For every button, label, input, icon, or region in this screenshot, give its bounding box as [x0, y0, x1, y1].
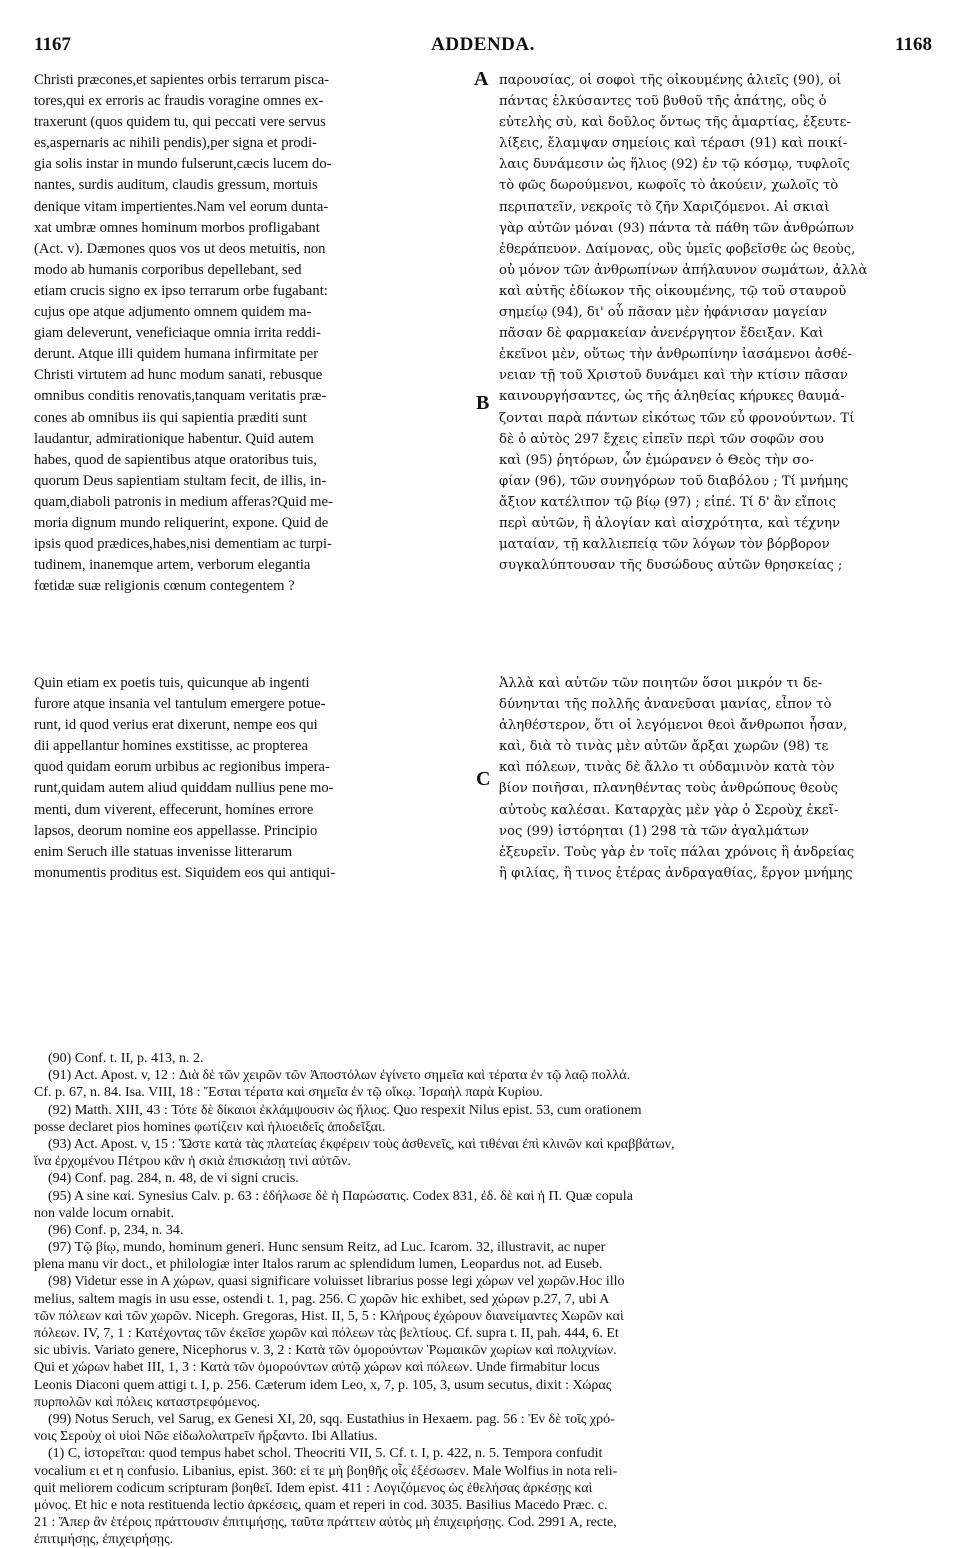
footnote-line: (92) Matth. XIII, 43 : Τότε δὲ δίκαιοι ἐκλάμψουσιν ὡς ἥλιος. Quo respexit Nilus epist. 53, cum orationem	[48, 1102, 642, 1118]
greek-line: καὶ πόλεων, τινὰς δὲ ἄλλο τι οὐδαμινὸν κατὰ τὸν	[499, 760, 835, 776]
latin-line: quorum Deus sapientiam stultam fecit, de illis, in-	[34, 472, 327, 489]
latin-line: nantes, surdis auditum, claudis gressum, mortuis	[34, 177, 318, 194]
greek-line: νος (99) ἱστόρηται (1) 298 τὰ τῶν ἀγαλμάτων	[499, 823, 809, 839]
footnote-line: μόνος. Et hic e nota restituenda lectio ἀρκέσεις, quam et reperi in cod. 3035. Basilius Macedo Præc. c.	[34, 1497, 608, 1513]
footnote-line: (98) Videtur esse in A χώρων, quasi significare voluisset librarius posse legi χώρων vel χωρῶν.Hoc illo	[48, 1274, 625, 1290]
latin-line: modo ab humanis corporibus depellebant, sed	[34, 261, 302, 278]
latin-line: (Act. v). Dæmones quos vos ut deos metuitis, non	[34, 240, 326, 257]
greek-line: σημείῳ (94), δι' οὗ πᾶσαν μὲν ἠφάνισαν μαγείαν	[499, 305, 828, 321]
footnote-line: posse declaret pios homines φωτίζειν καὶ ἡλιοειδεῖς ἀποδεῖξαι.	[34, 1119, 386, 1135]
footnote-line: (97) Τῷ βίῳ, mundo, hominum generi. Hunc sensum Reitz, ad Luc. Icarom. 32, illustravit, ac nuper	[48, 1240, 606, 1256]
latin-line: runt, id quod verius erat dixerunt, nempe eos qui	[34, 717, 318, 734]
greek-column-bottom	[499, 673, 935, 884]
footnote-line: melius, saltem magis in usu esse, ostendi t. 1, pag. 256. C χωρῶν hic exhibet, sed χώρων p.27, 7, ubi A	[34, 1291, 610, 1307]
latin-line: quod quidam eorum urbibus ac regionibus impera-	[34, 759, 330, 776]
greek-line: Ἀλλὰ καὶ αὐτῶν τῶν ποιητῶν ὅσοι μικρόν τι δε-	[499, 676, 823, 691]
latin-line: habes, quod de sapientibus atque oratoribus tuis,	[34, 451, 317, 468]
latin-line: xat umbræ omnes hominum morbos profligabant	[34, 219, 320, 236]
latin-line: laudantur, admirationique habentur. Quid autem	[34, 430, 314, 447]
latin-line: giam deleverunt, veneficiaque omnia irrita reddi-	[34, 325, 321, 342]
greek-line: καινουργήσαντες, ὡς τῆς ἀληθείας κήρυκες θαυμά-	[499, 389, 845, 405]
latin-line: moria dignum mundo reliquerint, expone. Quid de	[34, 514, 329, 531]
latin-line: fœtidæ suæ religionis cœnum contegentem ?	[34, 578, 295, 595]
greek-line: λαις δυνάμεσιν ὡς ἥλιος (92) ἐν τῷ κόσμῳ, τυφλοῖς	[499, 157, 851, 173]
footnote-line: τῶν πόλεων καὶ τῶν χωρῶν. Niceph. Gregoras, Hist. II, 5, 5 : Κλήρους ἐχώρουν διανείμαντες Χωρῶν καὶ	[34, 1308, 624, 1324]
footnote-line: vocalium ει et η confusio. Libanius, epist. 360: εἰ τε μὴ βοηθῆς οἷς ἐξέσωσεν. Male Wolfius in nota reli-	[34, 1463, 618, 1479]
latin-line: tores,qui ex erroris ac fraudis voragine omnes ex-	[34, 93, 324, 110]
latin-line: furore atque insania vel tantulum emergere potue-	[34, 696, 326, 713]
greek-line: βίον ποιῆσαι, πλανηθέντας τοὺς ἀνθρώπους θεοὺς	[499, 781, 839, 797]
latin-line: cones ab omnibus iis qui sapientia præditi sunt	[34, 409, 307, 426]
greek-line: παρουσίας, οἱ σοφοὶ τῆς οἰκουμένης ἁλιεῖς (90), οἱ	[499, 73, 842, 88]
footnote-line: Leonis Diaconi quem attigi t. I, p. 256. Cæterum idem Leo, x, 7, p. 105, 3, usum secutus, dixit : Χώρας	[34, 1377, 612, 1393]
latin-line: lapsos, deorum nomine eos appellasse. Principio	[34, 822, 318, 839]
greek-line: συγκαλύπτουσαν τῆς δυσώδους αὐτῶν θρησκείας ;	[499, 558, 843, 574]
footnote-line: (91) Act. Apost. v, 12 : Διὰ δὲ τῶν χειρῶν τῶν Ἀποστόλων ἐγίνετο σημεῖα καὶ τέρατα ἐν τῷ λαῷ πολλά.	[48, 1068, 631, 1084]
greek-line: ἐθεράπευον. Δαίμονας, οὓς ὑμεῖς φοβεῖσθε ὡς θεοὺς,	[499, 241, 856, 257]
latin-line: cujus ope atque adjumento omnem quidem ma-	[34, 304, 312, 321]
footnote-line: ἐπιτιμήσῃς, ἐπιχειρήσῃς.	[34, 1532, 174, 1548]
footnote-line: 21 : Ἅπερ ἂν ἑτέροις πράττουσιν ἐπιτιμήσῃς, ταῦτα πράττειν αὐτὸς μὴ ἐπιχειρήσῃς. Cod. 2991 A, recte,	[34, 1515, 617, 1531]
latin-line: etiam crucis signo ex ipso terrarum orbe fugabant:	[34, 282, 328, 299]
latin-line: runt,quidam autem aliud quiddam nullius pene mo-	[34, 780, 334, 797]
greek-line: πάντας ἑλκύσαντες τοῦ βυθοῦ τῆς ἀπάτης, οὓς ὁ	[499, 94, 827, 110]
latin-line: Quin etiam ex poetis tuis, quicunque ab ingenti	[34, 675, 310, 691]
greek-line: νειαν τῇ τοῦ Χριστοῦ δυνάμει καὶ τὴν κτίσιν πᾶσαν	[499, 368, 848, 384]
greek-line: οὐ μόνον τῶν ἀνθρωπίνων ἀπήλαυνον σωμάτων, ἀλλὰ	[499, 262, 868, 278]
greek-line: γὰρ αὐτῶν μόναι (93) πάντα τὰ πάθη τῶν ἀνθρώπων	[499, 220, 855, 236]
latin-line: denique vitam impertientes.Nam vel eorum dunta-	[34, 198, 329, 215]
greek-line: ματαίαν, τῇ καλλιεπείᾳ τῶν λόγων τὸν βόρβορον	[499, 537, 830, 553]
greek-line: δύνηνται τῆς πολλῆς ἀνανεῦσαι μανίας, εἶπον τὸ	[499, 697, 832, 713]
latin-line: monumentis proditus est. Siquidem eos qui antiqui-	[34, 864, 336, 881]
greek-line: ἀληθέστερον, ὅτι οἱ λεγόμενοι θεοὶ ἄνθρωποι ἦσαν,	[499, 718, 848, 734]
left-page-number: 1167	[34, 34, 71, 55]
latin-line: quam,diaboli patronis in medium afferas?Quid me-	[34, 493, 333, 510]
footnote-line: Cf. p. 67, n. 84. Isa. VIII, 18 : Ἔσται τέρατα καὶ σημεῖα ἐν τῷ οἴκῳ. Ἰσραὴλ παρὰ Κυρίου.	[34, 1085, 543, 1101]
footnote-line: (99) Notus Seruch, vel Sarug, ex Genesi XI, 20, sqq. Eustathius in Hexaem. pag. 56 : Ἐν δὲ τοῖς χρό-	[48, 1411, 615, 1427]
footnote-line: non valde locum ornabit.	[34, 1205, 174, 1221]
latin-line: tudinem, inanemque artem, verborum elegantia	[34, 557, 311, 574]
greek-line: δὲ ὁ αὐτὸς 297 ἔχεις εἰπεῖν περὶ τῶν σοφῶν σου	[499, 431, 824, 447]
footnote-line: πυρπολῶν καὶ πόλεις καταστρεφόμενος.	[34, 1394, 261, 1410]
margin-letter-c: C	[476, 768, 491, 790]
footnote-line: (90) Conf. t. II, p. 413, n. 2.	[48, 1051, 204, 1066]
margin-letter-a: A	[474, 68, 489, 90]
latin-line: derunt. Atque illi quidem humana infirmitate per	[34, 346, 319, 363]
greek-line: ἐξευρεῖν. Τοὺς γὰρ ἐν τοῖς πάλαι χρόνοις ἢ ἀνδρείας	[499, 844, 855, 860]
footnotes	[34, 1050, 934, 1548]
latin-line: Christi virtutem ad hunc modum sanati, rebusque	[34, 367, 323, 384]
page-header	[34, 34, 932, 60]
footnote-line: πόλεων. IV, 7, 1 : Κατέχοντας τῶν ἐκεῖσε χωρῶν καὶ πόλεων τὰς βελτίους. Cf. supra t. II, pah. 444, 6. Et	[34, 1326, 619, 1341]
latin-column-top	[34, 70, 470, 597]
greek-line: καὶ (95) ῥητόρων, ὧν ἐμώρανεν ὁ Θεὸς τὴν σο-	[499, 452, 814, 468]
greek-line: περιπατεῖν, νεκροῖς τὸ ζῆν Χαριζόμενοι. Αἱ σκιαὶ	[499, 199, 830, 215]
latin-line: gia solis instar in mundo fulserunt,cæcis lucem do-	[34, 156, 332, 173]
greek-line: ἢ φιλίας, ἢ τινος ἑτέρας ἀνδραγαθίας, ἔργον μνήμης	[499, 865, 853, 881]
latin-line: Christi præcones,et sapientes orbis terrarum pisca-	[34, 72, 330, 88]
greek-line: πᾶσαν δὲ φαρμακείαν ἀνενέργητον ἔδειξαν. Καὶ	[499, 326, 824, 342]
greek-line: ζονται παρὰ πάντων εἰκότως τῶν εὖ φρονούντων. Τί	[499, 410, 855, 426]
greek-column-top	[499, 70, 935, 576]
greek-line: περὶ αὐτῶν, ἢ ἀλογίαν καὶ αἰσχρότητα, καὶ τέχνην	[499, 515, 841, 531]
footnote-line: (1) C, ἱστορεῖται: quod tempus habet schol. Theocriti VII, 5. Cf. t. I, p. 422, n. 5. Tempora confudit	[48, 1446, 603, 1462]
latin-line: traxerunt (quos quidem tu, qui peccati vere servus	[34, 114, 326, 131]
footnote-line: ἵνα ἐρχομένου Πέτρου κἂν ἡ σκιὰ ἐπισκιάσῃ τινὶ αὐτῶν.	[34, 1154, 351, 1170]
running-title: ADDENDA.	[431, 34, 535, 55]
greek-line: ἐκεῖνοι μὲν, οὕτως τὴν ἀνθρωπίνην ἰασάμενοι ἀσθέ-	[499, 347, 852, 363]
footnote-line: (96) Conf. p, 234, n. 34.	[48, 1222, 184, 1238]
greek-line: ἄξιον κατέλιπον τῷ βίῳ (97) ; εἰπέ. Τί δ' ἂν εἴποις	[499, 494, 837, 510]
latin-line: dii appellantur homines exstitisse, ac propterea	[34, 738, 308, 755]
footnote-line: (95) A sine καί. Synesius Calv. p. 63 : ἐδήλωσε δὲ ἡ Παρώσατις. Codex 831, ἐδ. δὲ καὶ ἡ Π. Quæ copula	[48, 1188, 633, 1204]
footnote-line: plena manu vir doct., et philologiæ inter Italos rarum ac splendidum lumen, Leopardus not. ad Euseb.	[34, 1257, 603, 1273]
footnote-line: (94) Conf. pag. 284, n. 48, de vi signi crucis.	[48, 1171, 299, 1187]
footnote-line: Qui et χώρων habet III, 1, 3 : Κατὰ τῶν ὁμορούντων αὐτῷ χώρων καὶ πόλεων. Unde firmabitur locus	[34, 1360, 600, 1376]
margin-letter-b: B	[476, 392, 490, 414]
greek-line: λίξεις, ἔλαμψαν σημείοις καὶ τέρασι (91) καὶ ποικί-	[499, 136, 848, 152]
latin-line: es,aspernaris ac nihili pendis),per signa et prodi-	[34, 135, 317, 152]
latin-line: ipsis quod prædices,habes,nisi dementiam ac turpi-	[34, 536, 332, 553]
footnote-line: quit meliorem codicum scripturam βοηθεῖ. Idem epist. 411 : Λογιζόμενος ὡς ἐθελήσας ἀρκέσῃς καὶ	[34, 1480, 593, 1496]
greek-line: φίαν (96), τῶν συνηγόρων τοῦ διαβόλου ; Τί μνήμης	[499, 473, 849, 489]
footnote-line: sic ubivis. Variato genere, Nicephorus v. 3, 2 : Κατὰ τῶν ὁμορούντων Ῥωμαικῶν χωρίων καὶ πολιχνίων.	[34, 1343, 617, 1359]
right-page-number: 1168	[895, 34, 932, 55]
latin-line: enim Seruch ille statuas invenisse litterarum	[34, 843, 293, 860]
greek-line: τὸ φῶς δωρούμενοι, κωφοῖς τὸ ἀκούειν, χωλοῖς τὸ	[499, 178, 839, 194]
latin-column-bottom	[34, 673, 470, 884]
greek-line: καὶ, διὰ τὸ τινὰς μὲν αὐτῶν ἄρξαι χωρῶν (98) τε	[499, 739, 829, 755]
latin-line: menti, dum viverent, effecerunt, homines errore	[34, 801, 314, 818]
greek-line: καὶ αὐτῆς ἐδίωκον τῆς οἰκουμένης, τῷ τοῦ σταυροῦ	[499, 283, 847, 299]
footnote-line: (93) Act. Apost. v, 15 : Ὥστε κατὰ τὰς πλατείας ἐκφέρειν τοὺς ἀσθενεῖς, καὶ τιθέναι ἐπὶ κλινῶν καὶ κραββάτων,	[48, 1136, 675, 1152]
latin-line: omnibus conditis renovatis,tanquam veritatis præ-	[34, 388, 327, 405]
footnote-line: νοις Σεροὺχ οἱ υἱοὶ Νῶε εἰδωλολατρεῖν ἤρξαντο. Ibi Allatius.	[34, 1429, 378, 1445]
greek-line: εὐτελὴς σὺ, καὶ δοῦλος ὄντως τῆς ἁμαρτίας, ἐξευτε-	[499, 115, 851, 131]
greek-line: αὐτοὺς καλέσαι. Καταρχὰς μὲν γὰρ ὁ Σεροὺχ ἐκεῖ-	[499, 802, 839, 818]
